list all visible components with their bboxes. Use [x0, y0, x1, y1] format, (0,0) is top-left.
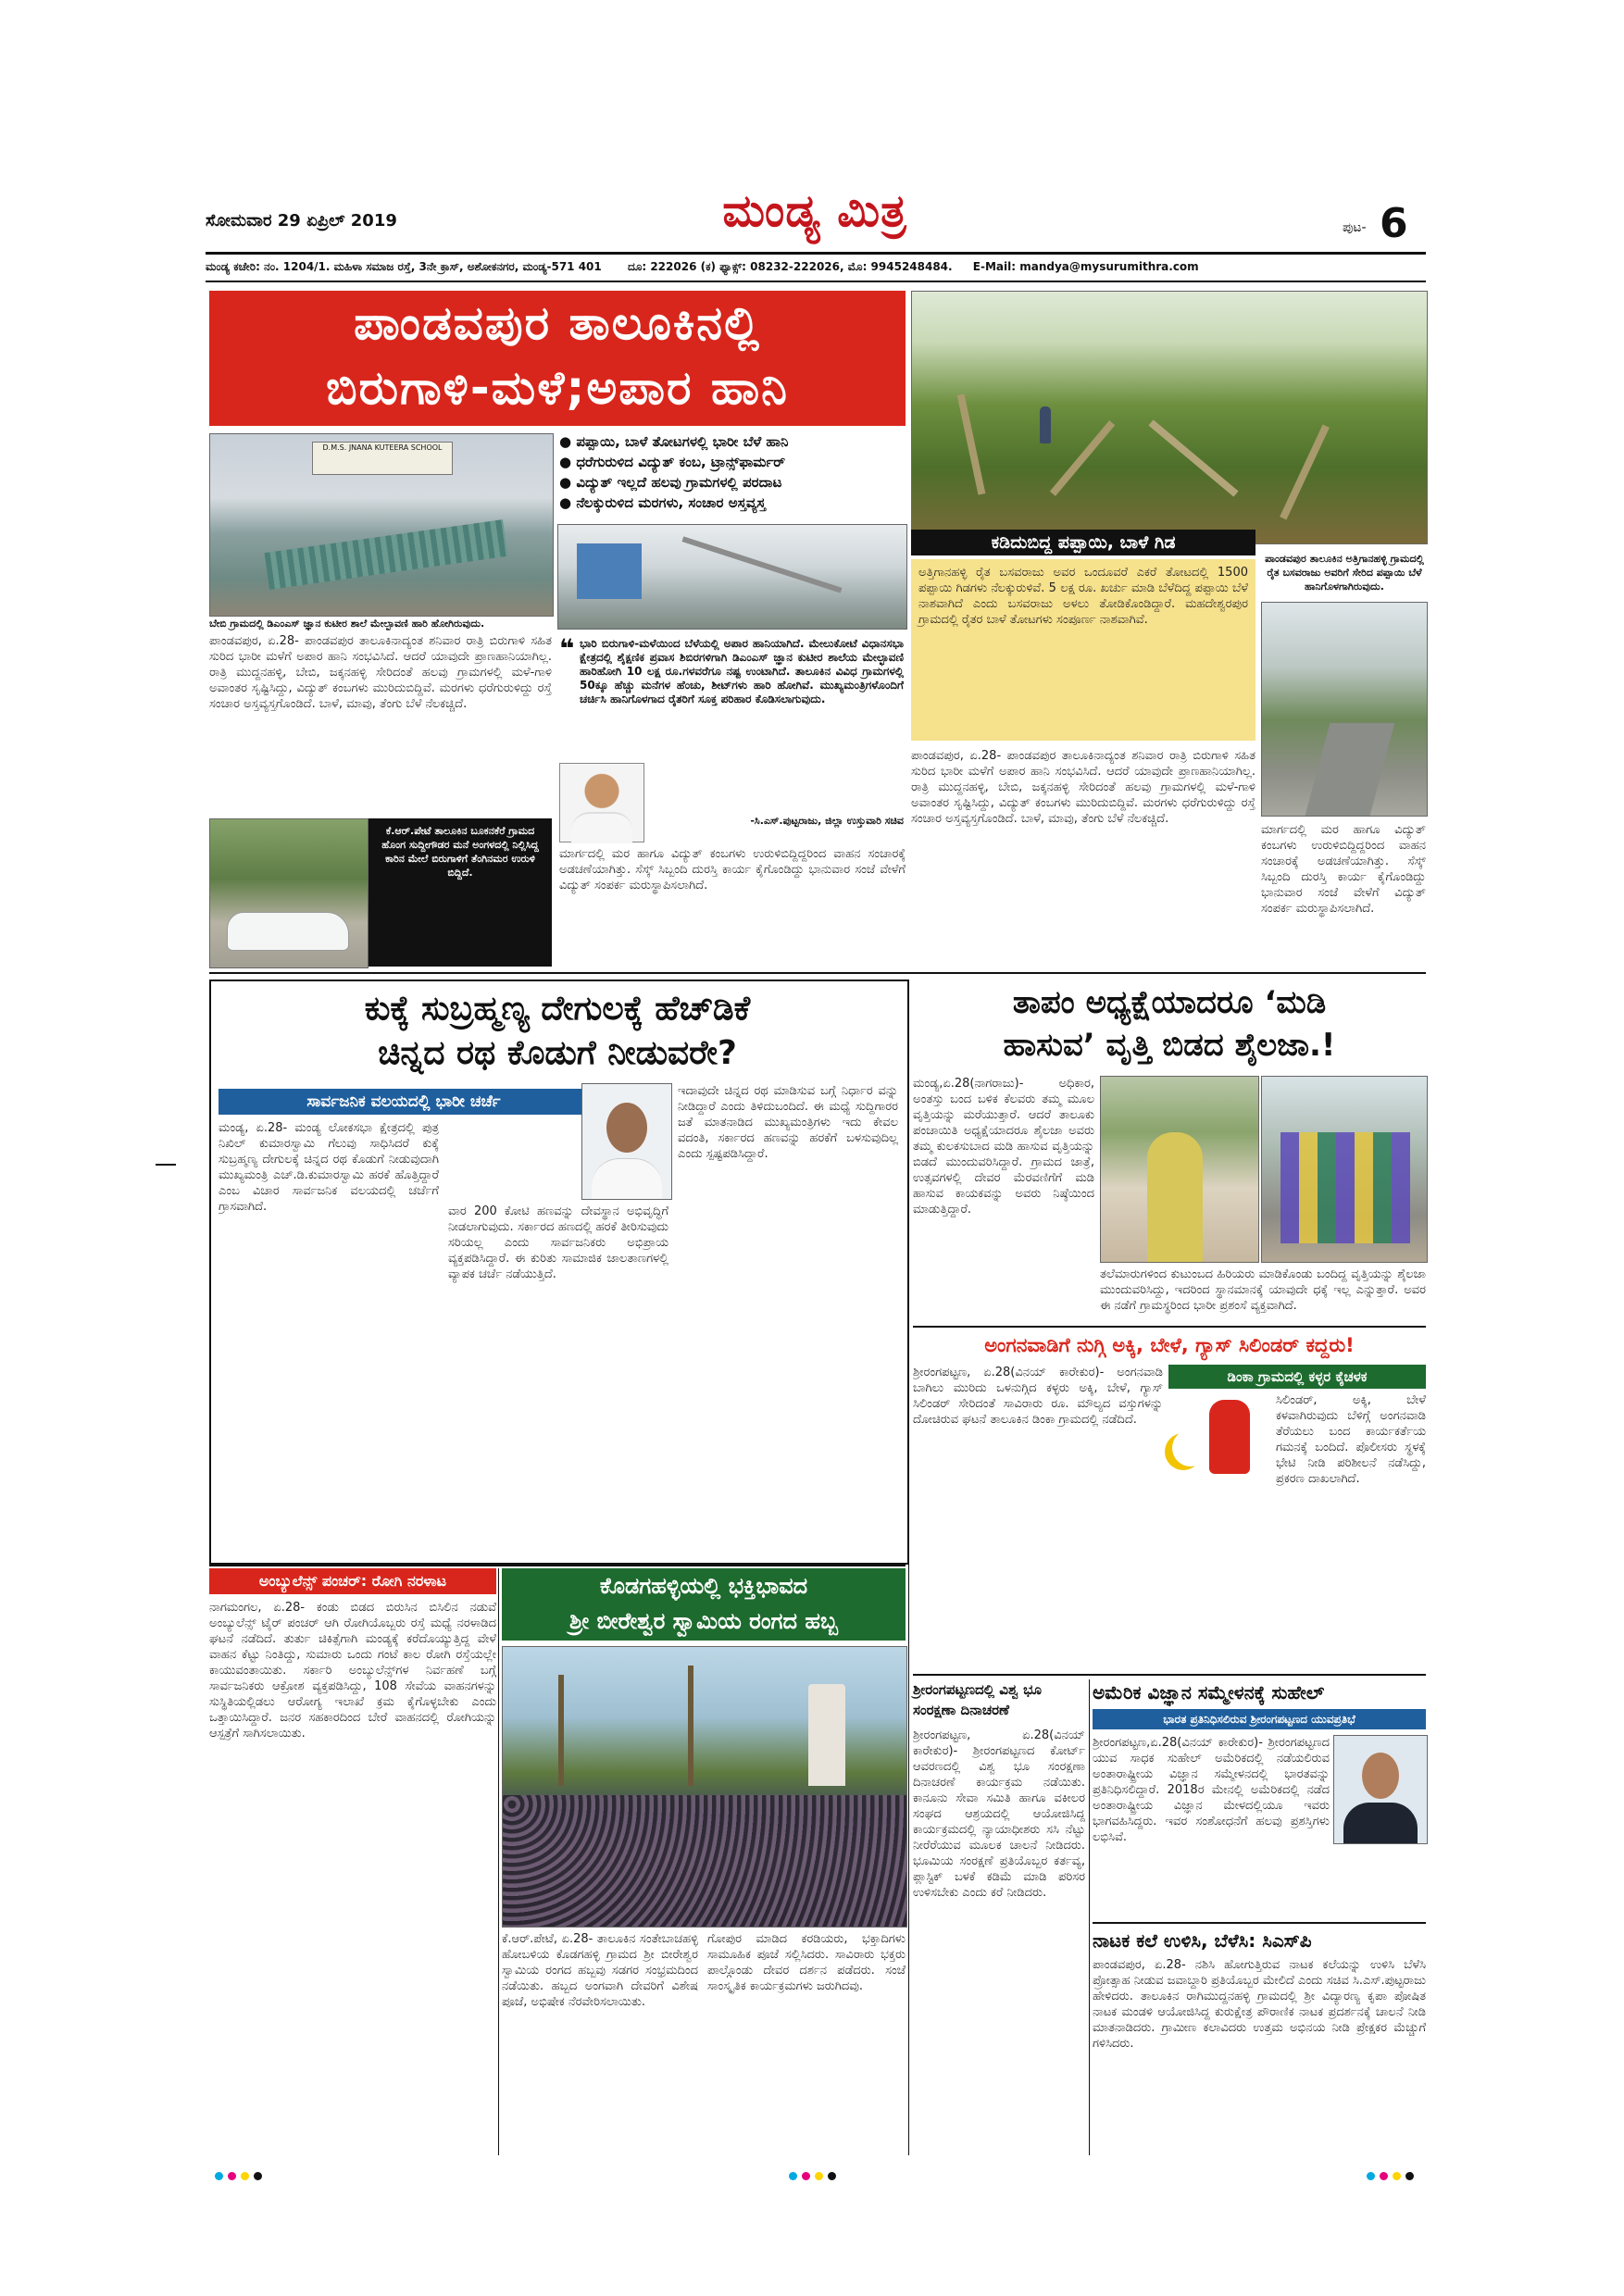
kukke-body-3: ಇದಾವುದೇ ಚಿನ್ನದ ರಥ ಮಾಡಿಸುವ ಬಗ್ಗೆ ನಿರ್ಧಾರ ವನ್ನು ನೀಡಿದ್ದಾರೆ ಎಂದು ತಿಳಿದುಬಂದಿದೆ. ಈ ಮಧ್ಯೆ ಸುದ್ದಿಗಾರರ ಜತೆ ಮಾತನಾಡಿದ ಮುಖ್ಯಮಂತ್ರಿಗಳು ಇದು ಕೇವಲ ವದಂತಿ, ಸರ್ಕಾರದ ಹಣವನ್ನು ಹರಕೆಗೆ ಬಳಸುವುದಿಲ್ಲ ಎಂದು ಸ್ಪಷ್ಟಪಡಿಸಿದ್ದಾರೆ.: [678, 1084, 898, 1161]
section-rule-5: [1093, 1922, 1426, 1924]
column-rule-mid: [908, 980, 909, 2155]
email-text: E-Mail: mandya@mysurumithra.com: [972, 260, 1199, 273]
school-sign-text: D.M.S. JNANA KUTEERA SCHOOL: [322, 443, 443, 452]
palm-tree-2: [688, 1666, 693, 1786]
anganwadi-box-title-text: ಡಿಂಕಾ ಗ್ರಾಮದಲ್ಲಿ ಕಳ್ಳರ ಕೈಚಳಕ: [1227, 1368, 1368, 1385]
lead-body-5-text: ಮಾರ್ಗದಲ್ಲಿ ಮರ ಹಾಗೂ ವಿದ್ಯುತ್ ಕಂಬಗಳು ಉರುಳಿಬಿದ್ದಿದ್ದರಿಂದ ವಾಹನ ಸಂಚಾರಕ್ಕೆ ಅಡಚಣೆಯಾಗಿತ್ತು. ಸೆಸ್ಕ್ ಸಿಬ್ಬಂದಿ ದುರಸ್ತಿ ಕಾರ್ಯ ಕೈಗೊಂಡಿದ್ದು ಭಾನುವಾರ ಸಂಜೆ ವೇಳೆಗೆ ವಿದ್ಯುತ್ ಸಂಪರ್ಕ ಮರುಸ್ಥಾಪಿಸಲಾಗಿದೆ.: [1261, 823, 1426, 916]
page-number: 6: [1380, 200, 1408, 247]
minister-quote-box: [559, 633, 906, 842]
yellow-dot: [241, 2172, 249, 2180]
shailaja-headline-2: ಹಾಸುವ’ ವೃತ್ತಿ ಬಿಡದ ಶೈಲಜಾ.!: [1003, 1027, 1336, 1064]
minister-portrait: [559, 763, 644, 842]
kodagahalli-headline-box: [502, 1568, 906, 1641]
registration-dots-center: [789, 2166, 841, 2184]
tree-trunk-4: [1280, 424, 1330, 519]
lead-bullet: ● ವಿದ್ಯುತ್ ಇಲ್ಲದೆ ಹಲವು ಗ್ರಾಮಗಳಲ್ಲಿ ಪರದಾಟ: [559, 472, 904, 493]
road-strip: [1305, 723, 1395, 816]
yellow-dot: [815, 2172, 823, 2180]
section-rule-1: [209, 972, 1426, 974]
magenta-dot: [1380, 2172, 1388, 2180]
school-caption: ಬೇಬಿ ಗ್ರಾಮದಲ್ಲಿ ಡಿಎಂಎಸ್ ಜ್ಞಾನ ಕುಟೀರ ಶಾಲೆ ಮೇಲ್ಛಾವಣಿ ಹಾರಿ ಹೋಗಿರುವುದು.: [209, 618, 485, 630]
masthead-text: ಮಂಡ್ಯ ಮಿತ್ರ: [722, 185, 907, 237]
school-roof-photo: [209, 433, 554, 617]
crowd: [503, 1795, 906, 1927]
kodagahalli-body-2: ಗೋಪುರ ಮಾಡಿದ ಕರಡಿಯರು, ಭಕ್ತಾದಿಗಳು ಸಾಮೂಹಿಕ ಪೂಜೆ ಸಲ್ಲಿಸಿದರು. ಸಾವಿರಾರು ಭಕ್ತರು ಪಾಲ್ಗೊಂಡು ದೇವರ ದರ್ಶನ ಪಡೆದರು. ಸಂಜೆ ಸಾಂಸ್ಕೃತಿಕ ಕಾರ್ಯಕ್ರಮಗಳು ಜರುಗಿದವು.: [707, 1932, 906, 1993]
suhel-kicker-box: [1093, 1709, 1426, 1729]
car-caption: ಕೆ.ಆರ್.ಪೇಟೆ ತಾಲೂಕಿನ ಬೂಕನಕೆರೆ ಗ್ರಾಮದ ಹೊಂಗ ಸುದ್ದೀಗೌಡರ ಮನೆ ಅಂಗಳದಲ್ಲಿ ನಿಲ್ಲಿಸಿದ್ದ ಕಾರಿನ ಮೇಲೆ ಬಿರುಗಾಳಿಗೆ ತೆಂಗಿನಮರ ಉರುಳಿ ಬಿದ್ದಿದೆ.: [381, 825, 539, 879]
papaya-caption-bar: [911, 530, 1255, 555]
shailaja-headline-1: ತಾಪಂ ಅಧ್ಯಕ್ಷೆಯಾದರೂ ‘ಮಡಿ: [1012, 984, 1327, 1021]
minister-quote: ಭಾರಿ ಬಿರುಗಾಳಿ-ಮಳೆಯಿಂದ ಬೆಳೆಯಲ್ಲಿ ಅಪಾರ ಹಾನಿಯಾಗಿದೆ. ಮೇಲುಕೋಟೆ ವಿಧಾನಸಭಾ ಕ್ಷೇತ್ರದಲ್ಲಿ ಶೈಕ್ಷಣಿಕ ಪ್ರವಾಸ ಶಿಬಿರಗಳಿಗಾಗಿ ಡಿಎಂಎಸ್ ಜ್ಞಾನ ಕುಟೀರ ಶಾಲೆಯ ಮೇಲ್ಛಾವಣಿ ಹಾರಿಹೋಗಿ 10 ಲಕ್ಷ ರೂ.ಗಳವರೆಗೂ ನಷ್ಟ ಉಂಟಾಗಿದೆ. ತಾಲೂಕಿನ ವಿವಿಧ ಗ್ರಾಮಗಳಲ್ಲಿ 50ಕ್ಕೂ ಹೆಚ್ಚು ಮನೆಗಳ ಹೆಂಚು, ಶೀಟ್‌ಗಳು ಹಾರಿ ಹೋಗಿವೆ. ಮುಖ್ಯಮಂತ್ರಿಗಳೊಂದಿಗೆ ಚರ್ಚಿಸಿ ಹಾನಿಗೊಳಗಾದ ರೈತರಿಗೆ ಸೂಕ್ತ ಪರಿಹಾರ ಕೊಡಿಸಲಾಗುವುದು.: [580, 637, 904, 705]
header-date: ಸೋಮವಾರ 29 ಏಪ್ರಿಲ್ 2019: [206, 211, 397, 231]
car-under-tree-photo: [209, 818, 369, 968]
white-car: [227, 912, 349, 951]
section-rule-3: [209, 1565, 906, 1566]
kukke-body-1: ಮಂಡ್ಯ, ಏ.28- ಮಂಡ್ಯ ಲೋಕಸಭಾ ಕ್ಷೇತ್ರದಲ್ಲಿ ಪುತ್ರ ನಿಖಿಲ್ ಕುಮಾರಸ್ವಾಮಿ ಗೆಲುವು ಸಾಧಿಸಿದರೆ ಕುಕ್ಕೆ ಸುಬ್ರಹ್ಮಣ್ಯ ದೇಗುಲಕ್ಕೆ ಚಿನ್ನದ ರಥ ಕೊಡುಗೆ ನೀಡುವುದಾಗಿ ಮುಖ್ಯಮಂತ್ರಿ ಎಚ್.ಡಿ.ಕುಮಾರಸ್ವಾಮಿ ಹರಕೆ ಹೊತ್ತಿದ್ದಾರೆ ಎಂಬ ವಿಚಾರ ಸಾರ್ವಜನಿಕ ವಲಯದಲ್ಲಿ ಚರ್ಚೆಗೆ ಗ್ರಾಸವಾಗಿದೆ.: [219, 1121, 439, 1214]
header-rule-top: [206, 252, 1426, 255]
lead-body-1: ಪಾಂಡವಪುರ, ಏ.28- ಪಾಂಡವಪುರ ತಾಲೂಕಿನಾದ್ಯಂತ ಶನಿವಾರ ರಾತ್ರಿ ಬಿರುಗಾಳಿ ಸಹಿತ ಸುರಿದ ಭಾರೀ ಮಳೆಗೆ ಅಪಾರ ಹಾನಿ ಸಂಭವಿಸಿದೆ. ಆದರೆ ಯಾವುದೇ ಪ್ರಾಣಹಾನಿಯಾಗಿಲ್ಲ. ರಾತ್ರಿ ಮುದ್ದನಹಳ್ಳಿ, ಬೇಬಿ, ಜಕ್ಕನಹಳ್ಳಿ ಸೇರಿದಂತೆ ಹಲವು ಗ್ರಾಮಗಳಲ್ಲಿ ಮಳೆ-ಗಾಳಿ ಅವಾಂತರ ಸೃಷ್ಟಿಸಿದ್ದು, ವಿದ್ಯುತ್ ಕಂಬಗಳು ಮುರಿದುಬಿದ್ದಿವೆ. ಮರಗಳು ಧರೆಗುರುಳಿದ್ದು ರಸ್ತೆ ಸಂಚಾರ ಅಸ್ತವ್ಯಸ್ತಗೊಂಡಿದೆ. ಬಾಳೆ, ಮಾವು, ತೆಂಗು ಬೆಳೆ ನೆಲಕಚ್ಚಿದೆ.: [209, 634, 552, 711]
woman-figure: [1147, 1132, 1203, 1262]
lead-bullet: ● ಧರೆಗುರುಳಿದ ವಿದ್ಯುತ್ ಕಂಬ, ಟ್ರಾನ್ಸ್‌ಫಾರ್ಮರ್: [559, 452, 904, 472]
address-line: [206, 260, 1426, 277]
cm-face: [606, 1103, 647, 1153]
section-rule-4: [913, 1674, 1426, 1676]
papaya-field-photo: [911, 291, 1428, 544]
cylinder-icon: [1209, 1400, 1250, 1474]
suhel-kicker: ಭಾರತ ಪ್ರತಿನಿಧಿಸಲಿರುವ ಶ್ರೀರಂಗಪಟ್ಟಣದ ಯುವಪ್ರತಿಭೆ: [1163, 1713, 1355, 1726]
tree-trunk-2: [1050, 420, 1115, 496]
quote-mark-icon: ❝: [559, 633, 575, 664]
phone-text: ದೂ: 222026 (ಕ) ಫ್ಯಾಕ್ಸ್: 08232-222026, ಮೊ: 9945248484.: [627, 260, 953, 273]
lead-body-3: ಮಾರ್ಗದಲ್ಲಿ ಮರ ಹಾಗೂ ವಿದ್ಯುತ್ ಕಂಬಗಳು ಉರುಳಿಬಿದ್ದಿದ್ದರಿಂದ ವಾಹನ ಸಂಚಾರಕ್ಕೆ ಅಡಚಣೆಯಾಗಿತ್ತು. ಸೆಸ್ಕ್ ಸಿಬ್ಬಂದಿ ದುರಸ್ತಿ ಕಾರ್ಯ ಕೈಗೊಂಡಿದ್ದು ಭಾನುವಾರ ಸಂಜೆ ವೇಳೆಗೆ ವಿದ್ಯುತ್ ಸಂಪರ್ಕ ಮರುಸ್ಥಾಪಿಸಲಾಗಿದೆ.: [559, 847, 906, 892]
kukke-headline-2: ಚಿನ್ನದ ರಥ ಕೊಡುಗೆ ನೀಡುವರೇ?: [378, 1034, 737, 1072]
column-rule-right: [1089, 1679, 1090, 2155]
road-tree-photo: [1261, 602, 1428, 817]
masthead: [648, 185, 981, 248]
kodagahalli-body-1: ಕೆ.ಆರ್.ಪೇಟೆ, ಏ.28- ತಾಲೂಕಿನ ಸಂತೇಬಾಚಹಳ್ಳಿ ಹೋಬಳಿಯ ಕೊಡಗಹಳ್ಳಿ ಗ್ರಾಮದ ಶ್ರೀ ಬೀರೇಶ್ವರ ಸ್ವಾಮಿಯ ರಂಗದ ಹಬ್ಬವು ಸಡಗರ ಸಂಭ್ರಮದಿಂದ ನಡೆಯಿತು. ಹಬ್ಬದ ಅಂಗವಾಗಿ ದೇವರಿಗೆ ವಿಶೇಷ ಪೂಜೆ, ಅಭಿಷೇಕ ನೆರವೇರಿಸಲಾಯಿತು.: [502, 1932, 698, 2009]
shailaja-body-1: ಮಂಡ್ಯ,ಏ.28(ನಾಗರಾಜು)- ಅಧಿಕಾರ, ಅಂತಸ್ತು ಬಂದ ಬಳಿಕ ಕೆಲವರು ತಮ್ಮ ಮೂಲ ವೃತ್ತಿಯನ್ನು ಮರೆಯುತ್ತಾರೆ. ಆದರೆ ತಾಲೂಕು ಪಂಚಾಯಿತಿ ಅಧ್ಯಕ್ಷೆಯಾದರೂ ಶೈಲಜಾ ಅವರು ತಮ್ಮ ಕುಲಕಸುಬಾದ ಮಡಿ ಹಾಸುವ ವೃತ್ತಿಯನ್ನು ಬಿಡದೆ ಮುಂದುವರಿಸಿದ್ದಾರೆ. ಗ್ರಾಮದ ಜಾತ್ರೆ, ಉತ್ಸವಗಳಲ್ಲಿ ದೇವರ ಮೆರವಣಿಗೆಗೆ ಮಡಿ ಹಾಸುವ ಕಾಯಕವನ್ನು ಅವರು ನಿಷ್ಠೆಯಿಂದ ಮಾಡುತ್ತಿದ್ದಾರೆ.: [913, 1077, 1094, 1217]
tree-trunk-1: [957, 393, 986, 494]
lead-body-2: ಅತ್ತಿಗಾನಹಳ್ಳಿ ರೈತ ಬಸವರಾಜು ಅವರ ಒಂದೂವರೆ ಎಕರೆ ತೋಟದಲ್ಲಿ 1500 ಪಪ್ಪಾಯಿ ಗಿಡಗಳು ನೆಲಕ್ಕುರುಳಿವೆ. 5 ಲಕ್ಷ ರೂ. ಖರ್ಚು ಮಾಡಿ ಬೆಳೆದಿದ್ದ ಪಪ್ಪಾಯಿ ಬೆಳೆ ನಾಶವಾಗಿದೆ ಎಂದು ಬಸವರಾಜು ಅಳಲು ತೋಡಿಕೊಂಡಿದ್ದಾರೆ. ಮಹದೇಶ್ವರಪುರ ಗ್ರಾಮದಲ್ಲಿ ರೈತರ ಬಾಳೆ ತೋಟಗಳು ಸಂಪೂರ್ಣ ನಾಶವಾಗಿವೆ.: [918, 566, 1248, 627]
lead-body-5: [1261, 822, 1426, 967]
anganwadi-headline: ಅಂಗನವಾಡಿಗೆ ನುಗ್ಗಿ ಅಕ್ಕಿ, ಬೇಳೆ, ಗ್ಯಾಸ್ ಸಿಲಿಂಡರ್ ಕದ್ದರು!: [984, 1334, 1355, 1356]
magenta-dot: [802, 2172, 810, 2180]
lead-headline-1: ಪಾಂಡವಪುರ ತಾಲೂಕಿನಲ್ಲಿ: [354, 296, 761, 350]
srirangapatna-body: ಶ್ರೀರಂಗಪಟ್ಟಣ, ಏ.28(ವಿನಯ್ ಕಾರೇಕುರ)- ಶ್ರೀರಂಗಪಟ್ಟಣದ ಕೋರ್ಟ್ ಆವರಣದಲ್ಲಿ ವಿಶ್ವ ಭೂ ಸಂರಕ್ಷಣಾ ದಿನಾಚರಣೆ ಕಾರ್ಯಕ್ರಮ ನಡೆಯಿತು. ಕಾನೂನು ಸೇವಾ ಸಮಿತಿ ಹಾಗೂ ವಕೀಲರ ಸಂಘದ ಆಶ್ರಯದಲ್ಲಿ ಆಯೋಜಿಸಿದ್ದ ಕಾರ್ಯಕ್ರಮದಲ್ಲಿ ನ್ಯಾಯಾಧೀಶರು ಸಸಿ ನೆಟ್ಟು ನೀರೆರೆಯುವ ಮೂಲಕ ಚಾಲನೆ ನೀಡಿದರು. ಭೂಮಿಯ ಸಂರಕ್ಷಣೆ ಪ್ರತಿಯೊಬ್ಬರ ಕರ್ತವ್ಯ, ಪ್ಲಾಸ್ಟಿಕ್ ಬಳಕೆ ಕಡಿಮೆ ಮಾಡಿ ಪರಿಸರ ಉಳಿಸಬೇಕು ಎಂದು ಕರೆ ನೀಡಿದರು.: [913, 1728, 1085, 1900]
papaya-caption: ಕಡಿದುಬಿದ್ದ ಪಪ್ಪಾಯಿ, ಬಾಳೆ ಗಿಡ: [991, 532, 1176, 553]
kukke-kicker: [219, 1089, 589, 1115]
anganwadi-body-1: ಶ್ರೀರಂಗಪಟ್ಟಣ, ಏ.28(ವಿನಯ್ ಕಾರೇಕುರ)- ಅಂಗನವಾಡಿ ಬಾಗಿಲು ಮುರಿದು ಒಳನುಗ್ಗಿದ ಕಳ್ಳರು ಅಕ್ಕಿ, ಬೇಳೆ, ಗ್ಯಾಸ್ ಸಿಲಿಂಡರ್ ಸೇರಿದಂತೆ ಸಾವಿರಾರು ರೂ. ಮೌಲ್ಯದ ವಸ್ತುಗಳನ್ನು ದೋಚಿರುವ ಘಟನೆ ತಾಲೂಕಿನ ಡಿಂಕಾ ಗ್ರಾಮದಲ್ಲಿ ನಡೆದಿದೆ.: [913, 1366, 1163, 1427]
page-label: ಪುಟ-: [1343, 220, 1367, 235]
lead-body-4-text: ಪಾಂಡವಪುರ, ಏ.28- ಪಾಂಡವಪುರ ತಾಲೂಕಿನಾದ್ಯಂತ ಶನಿವಾರ ರಾತ್ರಿ ಬಿರುಗಾಳಿ ಸಹಿತ ಸುರಿದ ಭಾರೀ ಮಳೆಗೆ ಅಪಾರ ಹಾನಿ ಸಂಭವಿಸಿದೆ. ಆದರೆ ಯಾವುದೇ ಪ್ರಾಣಹಾನಿಯಾಗಿಲ್ಲ. ರಾತ್ರಿ ಮುದ್ದನಹಳ್ಳಿ, ಬೇಬಿ, ಜಕ್ಕನಹಳ್ಳಿ ಸೇರಿದಂತೆ ಹಲವು ಗ್ರಾಮಗಳಲ್ಲಿ ಮಳೆ-ಗಾಳಿ ಅವಾಂತರ ಸೃಷ್ಟಿಸಿದ್ದು, ವಿದ್ಯುತ್ ಕಂಬಗಳು ಮುರಿದುಬಿದ್ದಿವೆ. ಮರಗಳು ಧರೆಗುರುಳಿದ್ದು ರಸ್ತೆ ಸಂಚಾರ ಅಸ್ತವ್ಯಸ್ತಗೊಂಡಿದೆ. ಬಾಳೆ, ಮಾವು, ತೆಂಗು ಬೆಳೆ ನೆಲಕಚ್ಚಿದೆ.: [911, 749, 1255, 826]
ambulance-headline-box: [209, 1568, 496, 1594]
festival-crowd-photo: [502, 1646, 907, 1928]
margin-tick: [156, 1164, 176, 1166]
kodagahalli-headline-1: ಕೊಡಗಹಳ್ಳಿಯಲ್ಲಿ ಭಕ್ತಿಭಾವದ: [599, 1573, 808, 1599]
anganwadi-body-2: ಸಿಲಿಂಡರ್, ಅಕ್ಕಿ, ಬೇಳೆ ಕಳವಾಗಿರುವುದು ಬೆಳಿಗ್ಗೆ ಅಂಗನವಾಡಿ ತೆರೆಯಲು ಬಂದ ಕಾರ್ಯಕರ್ತೆಯ ಗಮನಕ್ಕೆ ಬಂದಿದೆ. ಪೊಲೀಸರು ಸ್ಥಳಕ್ಕೆ ಭೇಟಿ ನೀಡಿ ಪರಿಶೀಲನೆ ನಡೆಸಿದ್ದು, ಪ್ರಕರಣ ದಾಖಲಾಗಿದೆ.: [1276, 1393, 1426, 1486]
srirangapatna-headline: ಶ್ರೀರಂಗಪಟ್ಟಣದಲ್ಲಿ ವಿಶ್ವ ಭೂ ಸಂರಕ್ಷಣಾ ದಿನಾಚರಣೆ: [913, 1681, 1042, 1718]
suhel-suit: [1343, 1803, 1418, 1843]
moon-icon: [1172, 1429, 1209, 1466]
black-dot: [254, 2172, 262, 2180]
suhel-body: ಶ್ರೀರಂಗಪಟ್ಟಣ,ಏ.28(ವಿನಯ್ ಕಾರೇಕುರ)- ಶ್ರೀರಂಗಪಟ್ಟಣದ ಯುವ ಸಾಧಕ ಸುಹೇಲ್ ಅಮೆರಿಕದಲ್ಲಿ ನಡೆಯಲಿರುವ ಅಂತಾರಾಷ್ಟ್ರೀಯ ವಿಜ್ಞಾನ ಸಮ್ಮೇಳನದಲ್ಲಿ ಭಾರತವನ್ನು ಪ್ರತಿನಿಧಿಸಲಿದ್ದಾರೆ. 2018ರ ಮೇನಲ್ಲಿ ಅಮೆರಿಕದಲ್ಲಿ ನಡೆದ ಅಂತಾರಾಷ್ಟ್ರೀಯ ವಿಜ್ಞಾನ ಮೇಳದಲ್ಲಿಯೂ ಇವರು ಭಾಗವಹಿಸಿದ್ದರು. ಇವರ ಸಂಶೋಧನೆಗೆ ಹಲವು ಪ್ರಶಸ್ತಿಗಳು ಲಭಿಸಿವೆ.: [1093, 1736, 1330, 1844]
nataka-body: ಪಾಂಡವಪುರ, ಏ.28- ನಶಿಸಿ ಹೋಗುತ್ತಿರುವ ನಾಟಕ ಕಲೆಯನ್ನು ಉಳಿಸಿ ಬೆಳೆಸಿ ಪ್ರೋತ್ಸಾಹ ನೀಡುವ ಜವಾಬ್ದಾರಿ ಪ್ರತಿಯೊಬ್ಬರ ಮೇಲಿದೆ ಎಂದು ಸಚಿವ ಸಿ.ಎಸ್.ಪುಟ್ಟರಾಜು ಹೇಳಿದರು. ತಾಲೂಕಿನ ರಾಗಿಮುದ್ದನಹಳ್ಳಿ ಗ್ರಾಮದಲ್ಲಿ ಶ್ರೀ ವಿದ್ಯಾರಣ್ಯ ಕೃಪಾ ಪೋಷಿತ ನಾಟಕ ಮಂಡಳಿ ಆಯೋಜಿಸಿದ್ದ ಕುರುಕ್ಷೇತ್ರ ಪೌರಾಣಿಕ ನಾಟಕ ಪ್ರದರ್ಶನಕ್ಕೆ ಚಾಲನೆ ನೀಡಿ ಮಾತನಾಡಿದರು. ಗ್ರಾಮೀಣ ಕಲಾವಿದರು ಉತ್ತಮ ಅಭಿನಯ ನೀಡಿ ಪ್ರೇಕ್ಷಕರ ಮೆಚ್ಚುಗೆ ಗಳಿಸಿದರು.: [1093, 1958, 1426, 2051]
person-silhouette: [1040, 406, 1051, 443]
thief-illustration: [1168, 1392, 1270, 1494]
cyan-dot: [1367, 2172, 1375, 2180]
black-dot: [828, 2172, 836, 2180]
lead-headline-2: ಬಿರುಗಾಳಿ-ಮಳೆ;ಅಪಾರ ಹಾನಿ: [326, 361, 789, 415]
section-rule-2: [913, 1326, 1426, 1328]
school-sign-board: [312, 442, 453, 475]
kukke-kicker-text: ಸಾರ್ವಜನಿಕ ವಲಯದಲ್ಲಿ ಭಾರೀ ಚರ್ಚೆ: [306, 1092, 501, 1111]
magenta-dot: [228, 2172, 236, 2180]
shailaja-photo-1: [1100, 1076, 1259, 1263]
suhel-face: [1362, 1753, 1399, 1799]
kodagahalli-headline-2: ಶ್ರೀ ಬೀರೇಶ್ವರ ಸ್ವಾಮಿಯ ರಂಗದ ಹಬ್ಬ: [569, 1608, 838, 1634]
suhel-portrait: [1333, 1735, 1428, 1844]
temple-tower: [808, 1684, 845, 1786]
quote-author: -ಸಿ.ಎಸ್.ಪುಟ್ಟರಾಜು, ಜಿಲ್ಲಾ ಉಸ್ತುವಾರಿ ಸಚಿವ: [750, 815, 904, 827]
palm-tree-1: [558, 1675, 564, 1786]
kukke-headline-1: ಕುಕ್ಕೆ ಸುಬ್ರಹ್ಮಣ್ಯ ದೇಗುಲಕ್ಕೆ ಹೆಚ್‌ಡಿಕೆ: [364, 990, 751, 1028]
lead-headline-box: [209, 291, 906, 426]
nataka-headline: ನಾಟಕ ಕಲೆ ಉಳಿಸಿ, ಬೆಳೆಸಿ: ಸಿಎಸ್‌ಪಿ: [1093, 1929, 1312, 1952]
page-number-box: [1343, 200, 1426, 247]
header-rule-bottom: [206, 281, 1426, 282]
cm-portrait: [581, 1083, 672, 1200]
black-dot: [1405, 2172, 1414, 2180]
papaya-body-box: [911, 559, 1255, 741]
cm-shirt: [592, 1158, 662, 1200]
kukke-body-2: ವಾರ 200 ಕೋಟಿ ಹಣವನ್ನು ದೇವಸ್ಥಾನ ಅಭಿವೃದ್ಧಿಗೆ ನೀಡಲಾಗುವುದು. ಸರ್ಕಾರದ ಹಣದಲ್ಲಿ ಹರಕೆ ತೀರಿಸುವುದು ಸರಿಯಲ್ಲ ಎಂದು ಸಾರ್ವಜನಿಕರು ಅಭಿಪ್ರಾಯ ವ್ಯಕ್ತಪಡಿಸಿದ್ದಾರೆ. ಈ ಕುರಿತು ಸಾಮಾಜಿಕ ಜಾಲತಾಣಗಳಲ್ಲಿ ವ್ಯಾಪಕ ಚರ್ಚೆ ನಡೆಯುತ್ತಿದೆ.: [448, 1204, 668, 1281]
shailaja-body-3: [913, 1291, 1094, 1328]
address-text: ಮಂಡ್ಯ ಕಚೇರಿ: ನಂ. 1204/1. ಮಹಿಳಾ ಸಮಾಜ ರಸ್ತೆ, 3ನೇ ಕ್ರಾಸ್, ಅಶೋಕನಗರ, ಮಂಡ್ಯ-571 401: [206, 260, 602, 273]
ambulance-body: ನಾಗಮಂಗಲ, ಏ.28- ಕಂಡು ಬಿಡದ ಬಿರುಸಿನ ಬಿಸಿಲಿನ ನಡುವೆ ಅಂಬ್ಯುಲೆನ್ಸ್ ಟೈರ್ ಪಂಚರ್ ಆಗಿ ರೋಗಿಯೊಬ್ಬರು ರಸ್ತೆ ಮಧ್ಯೆ ನರಳಾಡಿದ ಘಟನೆ ನಡೆದಿದೆ. ತುರ್ತು ಚಿಕಿತ್ಸೆಗಾಗಿ ಮಂಡ್ಯಕ್ಕೆ ಕರೆದೊಯ್ಯುತ್ತಿದ್ದ ವೇಳೆ ವಾಹನ ಕೆಟ್ಟು ನಿಂತಿದ್ದು, ಸುಮಾರು ಒಂದು ಗಂಟೆ ಕಾಲ ರೋಗಿ ರಸ್ತೆಯಲ್ಲೇ ಕಾಯುವಂತಾಯಿತು. ಸರ್ಕಾರಿ ಅಂಬ್ಯುಲೆನ್ಸ್‌ಗಳ ನಿರ್ವಹಣೆ ಬಗ್ಗೆ ಸಾರ್ವಜನಿಕರು ಆಕ್ರೋಶ ವ್ಯಕ್ತಪಡಿಸಿದ್ದು, 108 ಸೇವೆಯ ವಾಹನಗಳನ್ನು ಸುಸ್ಥಿತಿಯಲ್ಲಿಡಲು ಆರೋಗ್ಯ ಇಲಾಖೆ ಕ್ರಮ ಕೈಗೊಳ್ಳಬೇಕು ಎಂದು ಒತ್ತಾಯಿಸಿದ್ದಾರೆ. ಜನರ ಸಹಕಾರದಿಂದ ಬೇರೆ ವಾಹನದಲ್ಲಿ ರೋಗಿಯನ್ನು ಆಸ್ಪತ್ರೆಗೆ ಸಾಗಿಸಲಾಯಿತು.: [209, 1601, 496, 1741]
electric-pole: [681, 536, 842, 593]
shailaja-photo-2: [1261, 1076, 1428, 1263]
ambulance-headline: ಅಂಬ್ಯುಲೆನ್ಸ್ ಪಂಚರ್: ರೋಗಿ ನರಳಾಟ: [258, 1572, 447, 1590]
anganwadi-box-title: [1168, 1365, 1426, 1389]
column-rule-left: [498, 1568, 499, 2155]
cyan-dot: [215, 2172, 223, 2180]
car-caption-box: [369, 818, 552, 967]
portrait-shirt: [571, 812, 632, 843]
shailaja-body-2: ತಲೆಮಾರುಗಳಿಂದ ಕುಟುಂಬದ ಹಿರಿಯರು ಮಾಡಿಕೊಂಡು ಬಂದಿದ್ದ ವೃತ್ತಿಯನ್ನು ಶೈಲಜಾ ಮುಂದುವರಿಸಿದ್ದು, ಇದರಿಂದ ಸ್ಥಾನಮಾನಕ್ಕೆ ಯಾವುದೇ ಧಕ್ಕೆ ಇಲ್ಲ ಎನ್ನುತ್ತಾರೆ. ಅವರ ಈ ನಡೆಗೆ ಗ್ರಾಮಸ್ಥರಿಂದ ಭಾರೀ ಪ್ರಶಂಸೆ ವ್ಯಕ್ತವಾಗಿದೆ.: [1100, 1267, 1426, 1313]
shop-shutter: [577, 543, 642, 599]
side-photo-caption: ಪಾಂಡವಪುರ ತಾಲೂಕಿನ ಅತ್ತಿಗಾನಹಳ್ಳಿ ಗ್ರಾಮದಲ್ಲಿ ರೈತ ಬಸವರಾಜು ಅವರಿಗೆ ಸೇರಿದ ಪಪ್ಪಾಯಿ ಬೆಳೆ ಹಾನಿಗೊಳಗಾಗಿರುವುದು.: [1265, 553, 1424, 593]
cyan-dot: [789, 2172, 797, 2180]
women-group: [1280, 1132, 1410, 1243]
lead-bullets: [559, 431, 904, 513]
lead-bullet: ● ಪಪ್ಪಾಯಿ, ಬಾಳೆ ತೋಟಗಳಲ್ಲಿ ಭಾರೀ ಬೆಳೆ ಹಾನಿ: [559, 431, 904, 452]
fallen-roof-sheets: [264, 519, 507, 590]
lead-body-4: [911, 748, 1255, 967]
lead-bullet: ● ನೆಲಕ್ಕುರುಳಿದ ಮರಗಳು, ಸಂಚಾರ ಅಸ್ತವ್ಯಸ್ತ: [559, 493, 904, 513]
tree-trunk-3: [1148, 419, 1238, 496]
suhel-headline: ಅಮೆರಿಕ ವಿಜ್ಞಾನ ಸಮ್ಮೇಳನಕ್ಕೆ ಸುಹೇಲ್: [1093, 1681, 1325, 1703]
yellow-dot: [1393, 2172, 1401, 2180]
registration-dots-right: [1367, 2166, 1418, 2184]
fallen-pole-photo: [557, 524, 907, 630]
registration-dots-left: [215, 2166, 267, 2184]
